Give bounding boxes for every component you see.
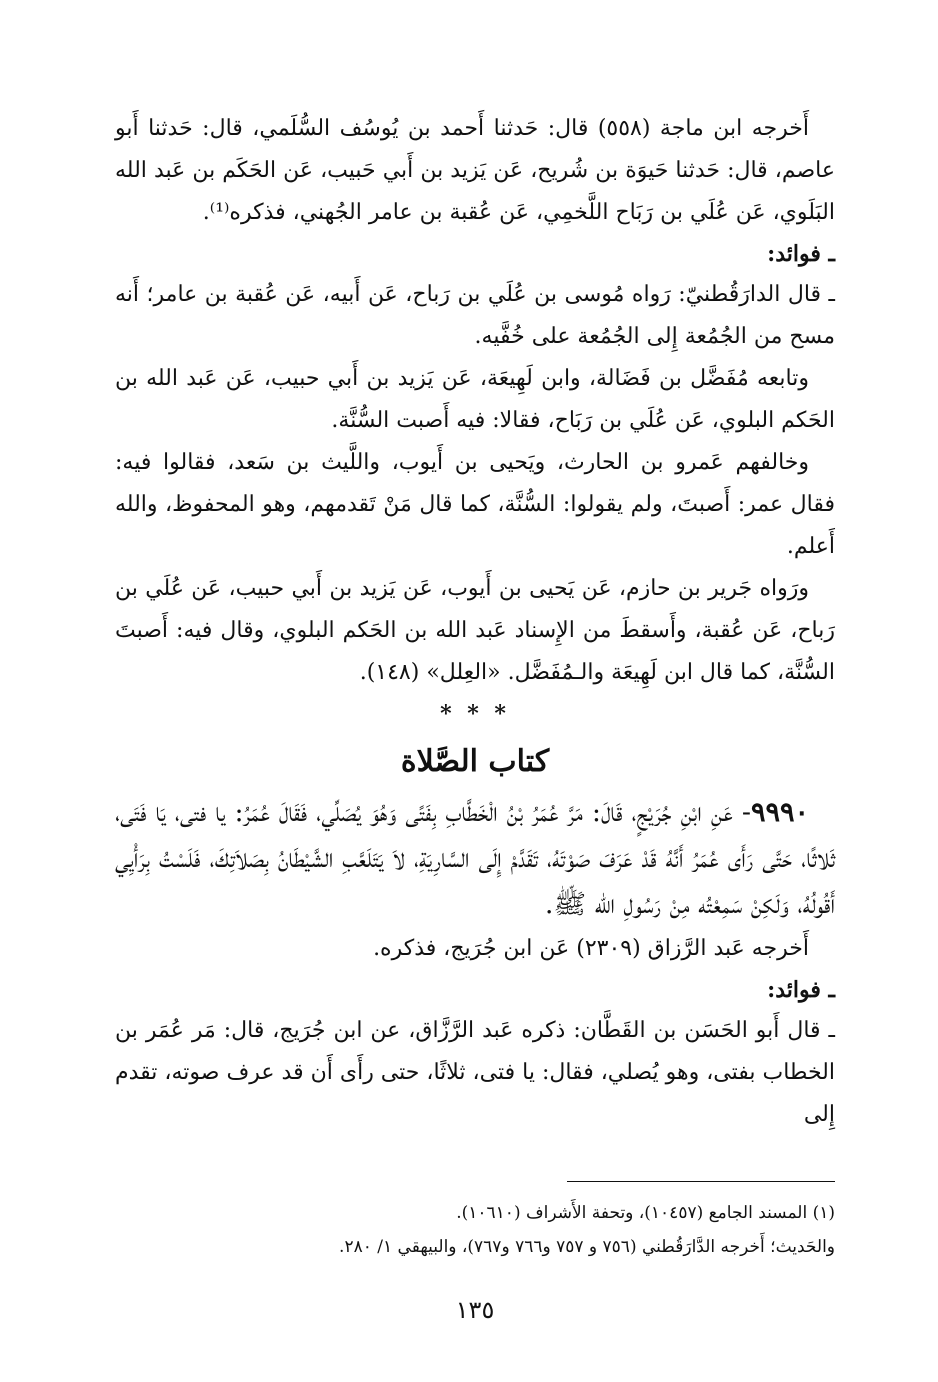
footnote-1: (١) المسند الجامع (١٠٤٥٧)، وتحفة الأَشراف (١٠٦١٠). (456, 1203, 835, 1223)
fawaid-heading-2: ـ فوائد: (767, 977, 835, 1003)
hadith-body: - عَنِ ابْنِ جُرَيْجٍ، قَالَ: مَرَّ عُمَرُ بْنُ الْخَطَّابِ بِفَتًى وَهُوَ يُصَلِّي، فَقَالَ عُمَرُ: يا فتى، يَا فَتَى، ثَلاثًا، حَتَّى رَأَى عُمَرُ أَنَّهُ قَدْ عَرَفَ صَوْتَهُ، تَقَدَّمْ إِلَى السَّارِيَةِ، لاَ يَتَلَعَّبِ الشَّيْطَانُ بِصَلاَتِكَ، فَلَسْتُ بِرَأْيِي أَقُولُهُ، وَلَكِنْ سَمِعْتُه مِنْ رَسُولِ الله ﷺ. (115, 797, 835, 920)
hadith-text (115, 790, 835, 928)
paragraph-takhrij-ibn-majah: أَخرجه ابن ماجة (٥٥٨) قال: حَدثنا أَحمد بن يُوسُف السُّلَمي، قال: حَدثنا أَبو عاصم، قال: حَدثنا حَيوَة بن شُريح، عَن يَزيد بن أَبي حَبيب، عَن الحَكَم بن عَبد الله البَلَوي، عَن عُلَي بن رَبَاح اللَّخمِي، عَن عُقبة بن عامر الجُهني، فذكره⁽¹⁾. (115, 116, 835, 225)
paragraph-ibn-alqattan: ـ قال أَبو الحَسَن بن القَطَّان: ذكره عَبد الرَّزَّاق، عن ابن جُرَيج، قال: مَر عُمَر بن الخطاب بفتى، وهو يُصلي، فقال: يا فتى، ثلاثًا، حتى رأَى أَن قد عرف صوته، تقدم إِلى (115, 1018, 835, 1127)
fawaid-heading-1: ـ فوائد: (767, 241, 835, 267)
paragraph-daraqutni: ـ قال الدارَقُطنيّ: رَواه مُوسى بن عُلَي بن رَباح، عَن أَبيه، عَن عُقبة بن عامر؛ أَنه مسح من الجُمُعة إِلى الجُمُعة على خُفَّيه. (115, 282, 835, 349)
footnote-2: والحَديث؛ أَخرجه الدَّارَقُطني (٧٥٦ و ٧٥٧ و٧٦٦ و٧٦٧)، والبيهقي ١/ ٢٨٠. (339, 1237, 835, 1257)
book-title: كتاب الصَّلاة (400, 744, 550, 779)
page-number: ١٣٥ (455, 1296, 495, 1324)
hadith-number: ٩٩٩٠ (750, 797, 809, 828)
paragraph-khilaf: وخالفهم عَمرو بن الحارث، ويَحيى بن أَيوب، واللَّيث بن سَعد، فقالوا فيه: فقال عمر: أَصبتَ، ولم يقولوا: السُّنَّة، كما قال مَنْ تَقدمهم، وهو المحفوظ، والله أَعلم. (115, 450, 835, 559)
document-page (115, 108, 835, 1358)
paragraph-takhrij-abdurrazzaq: أَخرجه عَبد الرَّزاق (٢٣٠٩) عَن ابن جُرَيج، فذكره. (373, 936, 809, 961)
paragraph-jarir: ورَواه جَرير بن حازم، عَن يَحيى بن أَيوب، عَن يَزيد بن أَبي حبيب، عَن عُلَي بن رَباح، عَن عُقبة، وأَسقطَ من الإِسناد عَبد الله بن الحَكم البلوي، وقال فيه: أَصبتَ السُّنَّة، كما قال ابن لَهِيعَة والـمُفَضَّل. «العِلل» (١٤٨). (115, 576, 835, 685)
paragraph-mutaba: وتابعه مُفَضَّل بن فَضَالة، وابن لَهِيعَة، عَن يَزيد بن أَبي حبيب، عَن عَبد الله بن الحَكم البلوي، عَن عُلَي بن رَبَاح، فقالا: فيه أَصبت السُّنَّة. (115, 366, 835, 433)
footnotes (115, 1181, 835, 1264)
section-separator: * * * (440, 701, 510, 727)
footnote-divider (567, 1181, 835, 1182)
